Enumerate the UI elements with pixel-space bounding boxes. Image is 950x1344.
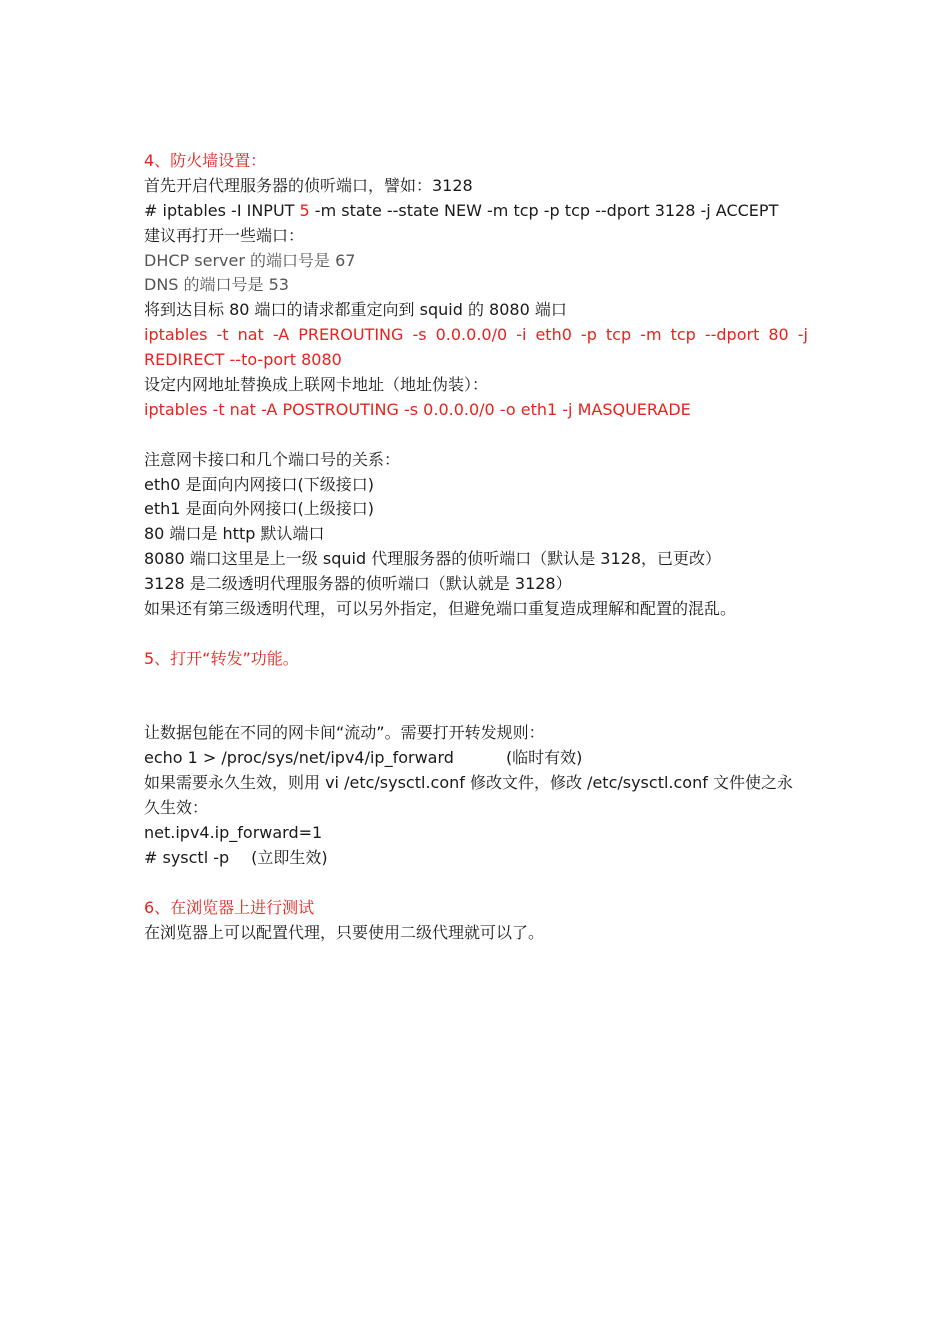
command-line-sysctl (144, 846, 808, 871)
blank-line (144, 622, 808, 647)
command-note: (立即生效) (251, 847, 328, 867)
section-5-heading: 5、打开“转发”功能。 (144, 648, 299, 668)
paragraph-line: 3128 是二级透明代理服务器的侦听端口（默认就是 3128） (144, 574, 572, 594)
command-line-redirect: REDIRECT --to-port 8080 (144, 350, 342, 370)
command-line-echo (144, 746, 808, 771)
paragraph-line: 在浏览器上可以配置代理，只要使用二级代理就可以了。 (144, 922, 545, 942)
paragraph-line: 首先开启代理服务器的侦听端口，譬如：3128 (144, 175, 473, 195)
config-line: net.ipv4.ip_forward=1 (144, 823, 323, 843)
section-4-heading: 4、防火墙设置： (144, 151, 267, 170)
command-note: (临时有效) (505, 748, 583, 768)
paragraph-line-dns: DNS 的端口号是 53 (144, 275, 289, 295)
section-6-heading: 6、在浏览器上进行测试 (144, 897, 315, 917)
highlight-number: 5 (299, 200, 310, 220)
command-line-postrouting: iptables -t nat -A POSTROUTING -s 0.0.0.0/0 -o eth1 -j MASQUERADE (144, 399, 691, 419)
paragraph-line-dhcp: DHCP server 的端口号是 67 (144, 250, 356, 270)
paragraph-line-wrapped: 如果需要永久生效，则用 vi /etc/sysctl.conf 修改文件，修改 /etc/sysctl.conf 文件使之永久生效： (144, 773, 793, 818)
paragraph-line: 注意网卡接口和几个端口号的关系： (144, 449, 401, 469)
paragraph-line: eth0 是面向内网接口(下级接口) (144, 474, 375, 494)
command-line-iptables-input (144, 199, 808, 224)
paragraph-line: 设定内网地址替换成上联网卡地址（地址伪装）： (144, 375, 489, 395)
command-text: echo 1 > /proc/sys/net/ipv4/ip_forward (144, 748, 454, 768)
paragraph-line: 让数据包能在不同的网卡间“流动”。需要打开转发规则： (144, 723, 545, 743)
paragraph-line: 将到达目标 80 端口的请求都重定向到 squid 的 8080 端口 (144, 300, 567, 320)
paragraph-line: eth1 是面向外网接口(上级接口) (144, 499, 375, 519)
blank-line (144, 423, 808, 448)
paragraph-line: 建议再打开一些端口： (144, 225, 305, 245)
paragraph-line: 如果还有第三级透明代理，可以另外指定，但避免端口重复造成理解和配置的混乱。 (144, 599, 737, 619)
blank-line (144, 672, 808, 697)
command-text: # iptables -I INPUT (144, 200, 300, 220)
blank-line (144, 697, 808, 722)
command-text: # sysctl -p (144, 847, 230, 867)
command-line-prerouting: iptables -t nat -A PREROUTING -s 0.0.0.0/0 -i eth0 -p tcp -m tcp --dport 80 -j (144, 325, 808, 345)
paragraph-line: 80 端口是 http 默认端口 (144, 524, 325, 544)
document-body (144, 149, 808, 946)
command-text: -m state --state NEW -m tcp -p tcp --dport 3128 -j ACCEPT (309, 200, 779, 220)
paragraph-line: 8080 端口这里是上一级 squid 代理服务器的侦听端口（默认是 3128，已更改） (144, 549, 722, 569)
blank-line (144, 871, 808, 896)
